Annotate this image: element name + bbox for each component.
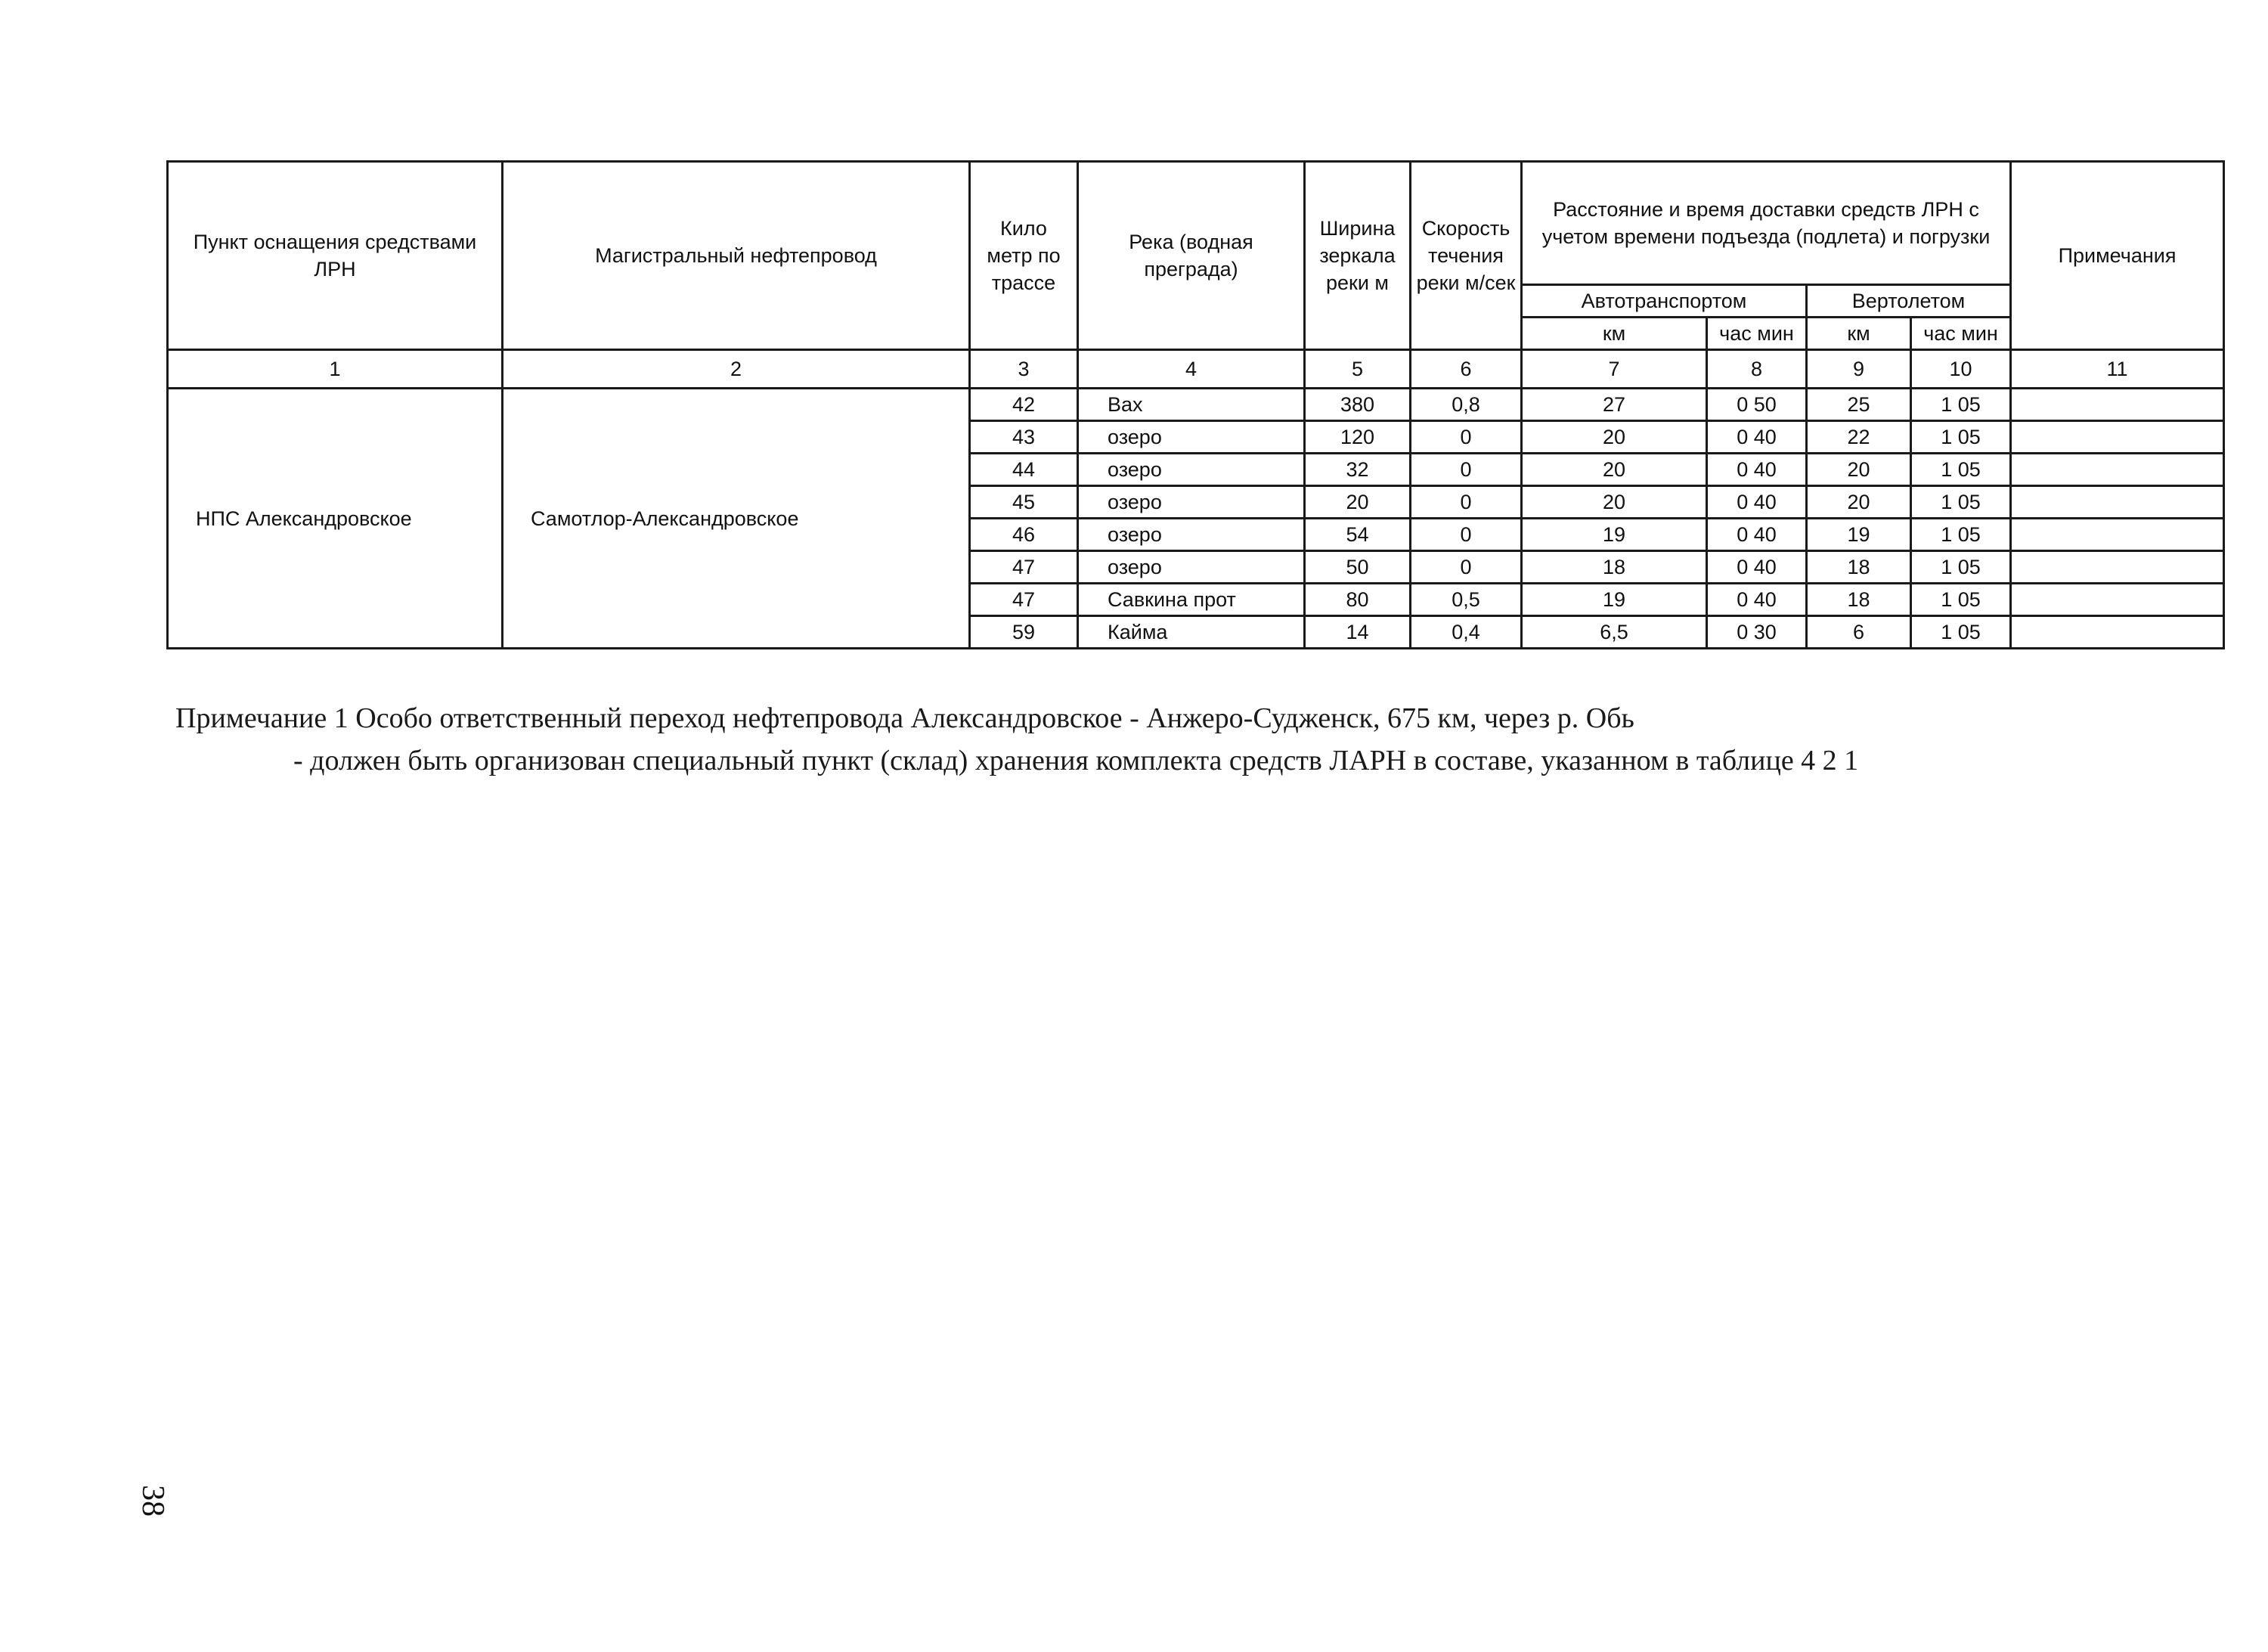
column-number: 1: [168, 350, 503, 389]
cell-speed: 0: [1411, 519, 1522, 551]
header-delivery-group: Расстояние и время доставки средств ЛРН с учетом времени подъезда (подлета) и погрузки: [1522, 162, 2011, 285]
header-heli-km: км: [1807, 318, 1911, 350]
cell-width: 380: [1305, 389, 1411, 421]
cell-heli-km: 18: [1807, 584, 1911, 616]
header-river: Река (водная преграда): [1078, 162, 1305, 350]
cell-river: озеро: [1078, 454, 1305, 486]
cell-heli-time: 1 05: [1911, 584, 2011, 616]
cell-auto-time: 0 50: [1707, 389, 1807, 421]
cell-auto-km: 20: [1522, 486, 1707, 519]
cell-auto-km: 19: [1522, 584, 1707, 616]
cell-heli-time: 1 05: [1911, 454, 2011, 486]
header-width: Ширина зеркала реки м: [1305, 162, 1411, 350]
cell-width: 120: [1305, 421, 1411, 454]
cell-river: Савкина прот: [1078, 584, 1305, 616]
cell-heli-km: 6: [1807, 616, 1911, 649]
page-number: 38: [135, 1485, 170, 1517]
cell-auto-time: 0 40: [1707, 551, 1807, 584]
cell-kilometer: 42: [970, 389, 1078, 421]
cell-width: 54: [1305, 519, 1411, 551]
cell-auto-time: 0 40: [1707, 421, 1807, 454]
river-crossings-table: [166, 160, 2225, 649]
cell-heli-km: 20: [1807, 486, 1911, 519]
cell-note: [2011, 584, 2224, 616]
cell-heli-time: 1 05: [1911, 519, 2011, 551]
cell-width: 20: [1305, 486, 1411, 519]
cell-note: [2011, 551, 2224, 584]
header-auto: Автотранспортом: [1522, 285, 1807, 318]
cell-speed: 0,4: [1411, 616, 1522, 649]
column-number: 7: [1522, 350, 1707, 389]
column-number: 8: [1707, 350, 1807, 389]
cell-heli-time: 1 05: [1911, 616, 2011, 649]
header-auto-time: час мин: [1707, 318, 1807, 350]
cell-river: озеро: [1078, 519, 1305, 551]
header-kilometer: Кило метр по трассе: [970, 162, 1078, 350]
cell-kilometer: 59: [970, 616, 1078, 649]
cell-heli-time: 1 05: [1911, 486, 2011, 519]
column-number: 3: [970, 350, 1078, 389]
cell-river: Вах: [1078, 389, 1305, 421]
cell-river: озеро: [1078, 486, 1305, 519]
cell-width: 32: [1305, 454, 1411, 486]
header-station: Пункт оснащения средствами ЛРН: [168, 162, 503, 350]
cell-kilometer: 44: [970, 454, 1078, 486]
note-line-2: - должен быть организован специальный пункт (склад) хранения комплекта средств ЛАРН в составе, указанном в таблице 4 2 1: [293, 745, 1859, 776]
column-number: 4: [1078, 350, 1305, 389]
cell-heli-km: 20: [1807, 454, 1911, 486]
cell-heli-km: 18: [1807, 551, 1911, 584]
cell-heli-time: 1 05: [1911, 551, 2011, 584]
cell-auto-km: 6,5: [1522, 616, 1707, 649]
cell-kilometer: 46: [970, 519, 1078, 551]
cell-width: 50: [1305, 551, 1411, 584]
header-pipeline: Магистральный нефтепровод: [503, 162, 970, 350]
cell-auto-km: 20: [1522, 454, 1707, 486]
header-notes: Примечания: [2011, 162, 2224, 350]
cell-heli-time: 1 05: [1911, 389, 2011, 421]
column-number: 6: [1411, 350, 1522, 389]
table-body: [168, 162, 2224, 649]
cell-auto-time: 0 40: [1707, 519, 1807, 551]
cell-kilometer: 43: [970, 421, 1078, 454]
cell-note: [2011, 486, 2224, 519]
cell-river: Кайма: [1078, 616, 1305, 649]
table-row: [168, 389, 2224, 421]
cell-heli-time: 1 05: [1911, 421, 2011, 454]
header-row: [168, 162, 2224, 285]
cell-note: [2011, 454, 2224, 486]
cell-speed: 0,5: [1411, 584, 1522, 616]
cell-auto-km: 27: [1522, 389, 1707, 421]
cell-river: озеро: [1078, 551, 1305, 584]
header-heli-time: час мин: [1911, 318, 2011, 350]
cell-speed: 0: [1411, 551, 1522, 584]
cell-width: 14: [1305, 616, 1411, 649]
note-line-1: Примечание 1 Особо ответственный переход нефтепровода Александровское - Анжеро-Судженск, 675 км, через р. Обь: [175, 702, 1634, 734]
column-number-row: [168, 350, 2224, 389]
cell-speed: 0: [1411, 454, 1522, 486]
cell-note: [2011, 519, 2224, 551]
header-heli: Вертолетом: [1807, 285, 2011, 318]
column-number: 10: [1911, 350, 2011, 389]
cell-station: НПС Александровское: [168, 389, 503, 649]
cell-pipeline: Самотлор-Александровское: [503, 389, 970, 649]
cell-speed: 0: [1411, 421, 1522, 454]
cell-auto-time: 0 40: [1707, 486, 1807, 519]
cell-speed: 0: [1411, 486, 1522, 519]
cell-heli-km: 19: [1807, 519, 1911, 551]
cell-river: озеро: [1078, 421, 1305, 454]
cell-auto-km: 19: [1522, 519, 1707, 551]
cell-auto-time: 0 30: [1707, 616, 1807, 649]
cell-kilometer: 45: [970, 486, 1078, 519]
cell-kilometer: 47: [970, 584, 1078, 616]
column-number: 11: [2011, 350, 2224, 389]
cell-heli-km: 22: [1807, 421, 1911, 454]
header-speed: Скорость течения реки м/сек: [1411, 162, 1522, 350]
cell-kilometer: 47: [970, 551, 1078, 584]
cell-note: [2011, 389, 2224, 421]
cell-auto-km: 20: [1522, 421, 1707, 454]
cell-speed: 0,8: [1411, 389, 1522, 421]
column-number: 5: [1305, 350, 1411, 389]
header-auto-km: км: [1522, 318, 1707, 350]
column-number: 9: [1807, 350, 1911, 389]
column-number: 2: [503, 350, 970, 389]
cell-auto-time: 0 40: [1707, 454, 1807, 486]
cell-auto-km: 18: [1522, 551, 1707, 584]
cell-auto-time: 0 40: [1707, 584, 1807, 616]
cell-note: [2011, 616, 2224, 649]
cell-note: [2011, 421, 2224, 454]
cell-heli-km: 25: [1807, 389, 1911, 421]
cell-width: 80: [1305, 584, 1411, 616]
